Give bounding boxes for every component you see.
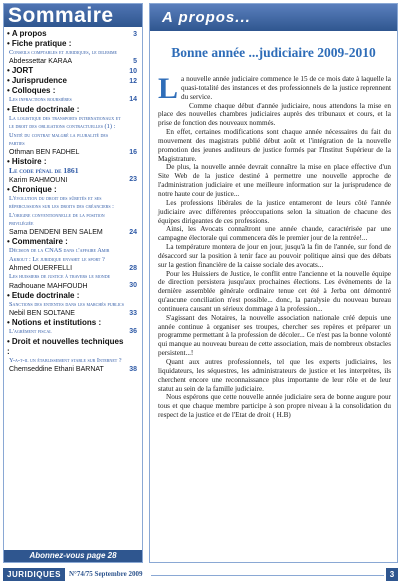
toc-section-label: Chronique : [11, 184, 57, 194]
toc-section-label: Colloques : [11, 86, 56, 96]
article-paragraph: De plus, la nouvelle année devrait connaître la mise en place effective d'un Site Web de la justice destiné à permettre une nouvelle approche de l'administration judiciaire et une meilleure information sur la jurisprudence de notre haute cour de justice... [158, 163, 391, 198]
article-paragraph: a nouvelle année judiciaire commence le 15 de ce mois date à laquelle la quasi-totalité des instances et des professionnels de la justice reprennent du service. [181, 75, 391, 101]
toc-entry[interactable] [7, 237, 139, 247]
toc-article-title: Sanctions des ententes dans les marchés publics [9, 300, 124, 308]
bullet-icon: • [7, 29, 10, 38]
toc-page-number: 10 [129, 68, 137, 75]
bullet-icon: • [7, 39, 10, 48]
drop-cap: L [158, 72, 179, 105]
toc-page-number: 23 [129, 176, 137, 184]
toc-entry[interactable] [7, 185, 139, 195]
toc-entry[interactable] [7, 49, 139, 57]
editorial-article [149, 3, 398, 563]
article-paragraph: En effet, certaines modifications sont chaque année nécessaires du fait du mouvement des magistrats publié début août et l'intégration de la nouvelle promotion des jeunes auditeurs de justice formés par l'Institut Supérieur de la Magistrature. [158, 128, 391, 163]
toc-entry[interactable] [7, 115, 139, 149]
toc-entry[interactable] [7, 247, 139, 264]
toc-article-title: Y-a-t-il un établissement stable sur Internet ? [9, 356, 122, 364]
toc-author: Abdessettar KARAA [9, 58, 73, 66]
bullet-icon: • [7, 237, 10, 247]
bullet-icon: • [7, 86, 10, 96]
issue-number: N°74/75 Septembre 2009 [69, 570, 143, 578]
toc-entry[interactable] [7, 337, 139, 357]
toc-entry[interactable] [7, 96, 139, 104]
toc-entry[interactable] [7, 39, 139, 49]
toc-entry[interactable] [7, 273, 139, 281]
toc-page-number: 30 [129, 282, 137, 290]
toc-article-title: L'agrément fiscal [9, 328, 52, 336]
toc-author: Radhouane MAHFOUDH [9, 282, 88, 290]
toc-entry[interactable] [7, 309, 139, 318]
toc-title: Sommaire [4, 4, 142, 27]
toc-article-title: La logistique des transports internationaux et le droit des obligations contractuelles (1) : Unité du contrat malgré la pluralité des parties [9, 114, 121, 148]
toc-page-number: 12 [129, 78, 137, 85]
article-paragraph: Pour les Huissiers de Justice, le conflit entre l'ancienne et la nouvelle équipe de direction persistera jusqu'aux prochaines élections. Les événements de la dernière assemblée générale ordinaire tenue cet été à Jerba ont démontré qu'aucune conciliation n'est possible... donc, la paralysie du nouveau bureau continuera causant un sérieux dommage à la profession... [158, 269, 391, 313]
toc-article-title: L'évolution du droit des sûretés et ses répercussions sur les droits des créanciers : L'origine conventionnelle de la position privilégiée [9, 194, 114, 228]
article-headline: Bonne année ...judiciaire 2009-2010 [171, 45, 376, 60]
toc-page-number: 16 [129, 149, 137, 157]
footer-divider [151, 575, 384, 576]
toc-entry[interactable] [7, 86, 139, 96]
toc-page-number: 5 [133, 58, 137, 65]
toc-article-title: Les huissiers de justice à travers le monde [9, 273, 111, 281]
bullet-icon: • [7, 290, 10, 300]
toc-author: Othman BEN FADHEL [9, 149, 80, 157]
bullet-icon: • [7, 66, 10, 76]
toc-article-title: Conseils comptables et juridiques, le dilemme [9, 49, 117, 56]
toc-entry[interactable] [7, 318, 139, 328]
toc-entry[interactable] [7, 29, 139, 39]
toc-entry[interactable] [7, 176, 139, 185]
toc-section-label: A propos [11, 29, 47, 38]
toc-section-label: Commentaire : [11, 237, 68, 247]
article-paragraph: Nous espérons que cette nouvelle année judiciaire sera de bonne augure pour tous et que chaque membre participe à son propre niveau à la consolidation du respect de la justice et de l'Etat de droit ( H.B) [158, 393, 391, 420]
toc-entry[interactable] [7, 264, 139, 273]
toc-section-label: Etude doctrinale : [11, 104, 80, 114]
toc-section-label: JORT [11, 66, 34, 76]
toc-author: Sama DENDENI BEN SALEM [9, 229, 103, 237]
toc-entry[interactable] [7, 291, 139, 301]
bullet-icon: • [7, 104, 10, 114]
bullet-icon: • [7, 184, 10, 194]
toc-article-title: Décision de la CNAS dans l'affaire Amir Akrout : Le juridique envahit le sport ? [9, 247, 110, 263]
toc-entry[interactable] [7, 282, 139, 291]
toc-section-label: Fiche pratique : [11, 39, 72, 48]
toc-entry[interactable] [7, 328, 139, 336]
toc-author: Chemseddine Ethani BARNAT [9, 365, 104, 373]
toc-section-label: Jurisprudence [11, 76, 67, 86]
toc-entry[interactable] [7, 66, 139, 76]
magazine-logo: JURIDIQUES [3, 568, 65, 581]
toc-entry[interactable] [7, 357, 139, 365]
toc-article-title: Les infractions boursières [9, 96, 72, 104]
toc-article-title: Le code pénal de 1861 [9, 166, 79, 176]
table-of-contents [3, 3, 143, 563]
bullet-icon: • [7, 76, 10, 86]
toc-page-number: 24 [129, 229, 137, 237]
toc-entry[interactable] [7, 57, 139, 66]
toc-section-label: Histoire : [11, 157, 47, 167]
toc-author: Nebil BEN SOLTANE [9, 310, 75, 318]
page-footer [3, 567, 398, 583]
toc-section-label: Droit et nouvelles techniques : [7, 336, 124, 356]
bullet-icon: • [7, 157, 10, 167]
toc-page-number: 3 [133, 30, 137, 38]
article-paragraph: Ainsi, les Avocats connaîtront une année chaude, caractérisée par une campagne électorale qui commencera dès le premier jour de la rentrée!... [158, 225, 391, 243]
toc-entry[interactable] [7, 76, 139, 86]
bullet-icon: • [7, 336, 10, 346]
toc-page-number: 36 [129, 328, 137, 336]
toc-author: Ahmed OUERFELLI [9, 265, 73, 273]
article-paragraph: S'agissant des Notaires, la nouvelle association nationale créé depuis une année continue à organiser ses troupes, chercher ses repères et préparer un programme permettant à la profession de décoler... Ce n'est pas la bonne volonté qui manque au nouveau bureau de cette association, mais de nombreux obstacles persistent...! [158, 313, 391, 358]
toc-section-label: Etude doctrinale : [11, 290, 80, 300]
bullet-icon: • [7, 318, 10, 328]
toc-page-number: 33 [129, 309, 137, 317]
article-paragraph: La température montera de jour en jour, jusqu'à la fin de l'année, sur fond de désaccord sur la position à tenir face au pouvoir politique ainsi que des débats sur la gestion financière de la caisse sociale des avocats... [158, 243, 391, 269]
toc-entry[interactable] [7, 365, 139, 374]
toc-entry[interactable] [7, 228, 139, 237]
article-paragraph: Comme chaque début d'année judiciaire, nous attendons la mise en place des nouvelles chambres judiciaires auprès des tribunaux et cours, et la prise de fonction des nouveaux nommés. [158, 101, 391, 128]
toc-entry[interactable] [7, 148, 139, 157]
toc-page-number: 28 [129, 264, 137, 272]
toc-entry[interactable] [7, 301, 139, 309]
toc-page-number: 38 [129, 365, 137, 373]
toc-list [4, 27, 142, 374]
article-paragraph: Les professions libérales de la justice entameront de leurs côté l'année judiciaire avec différentes préoccupations selon la situation de chacune des équipes dirigeantes de ces professions. [158, 198, 391, 225]
section-banner: A propos... [150, 4, 397, 31]
toc-entry[interactable] [7, 195, 139, 229]
toc-section-label: Notions et institutions : [11, 318, 102, 328]
article-paragraph: Quant aux autres professionnels, tel que les experts judiciaires, les liquidateurs, les séquestres, les administrateurs de justice et les interprètes, ils cherchent encore une reconnaissance plus importante de leur rôle et de leur statut au sein de la famille judiciaire. [158, 358, 391, 393]
page-number: 3 [386, 568, 398, 581]
subscribe-banner[interactable]: Abonnez-vous page 28 [4, 550, 142, 562]
toc-page-number: 14 [129, 96, 137, 104]
toc-entry[interactable] [7, 105, 139, 115]
toc-author: Karim RAHMOUNI [9, 176, 68, 184]
article-body [150, 61, 397, 420]
toc-entry[interactable] [7, 167, 139, 175]
